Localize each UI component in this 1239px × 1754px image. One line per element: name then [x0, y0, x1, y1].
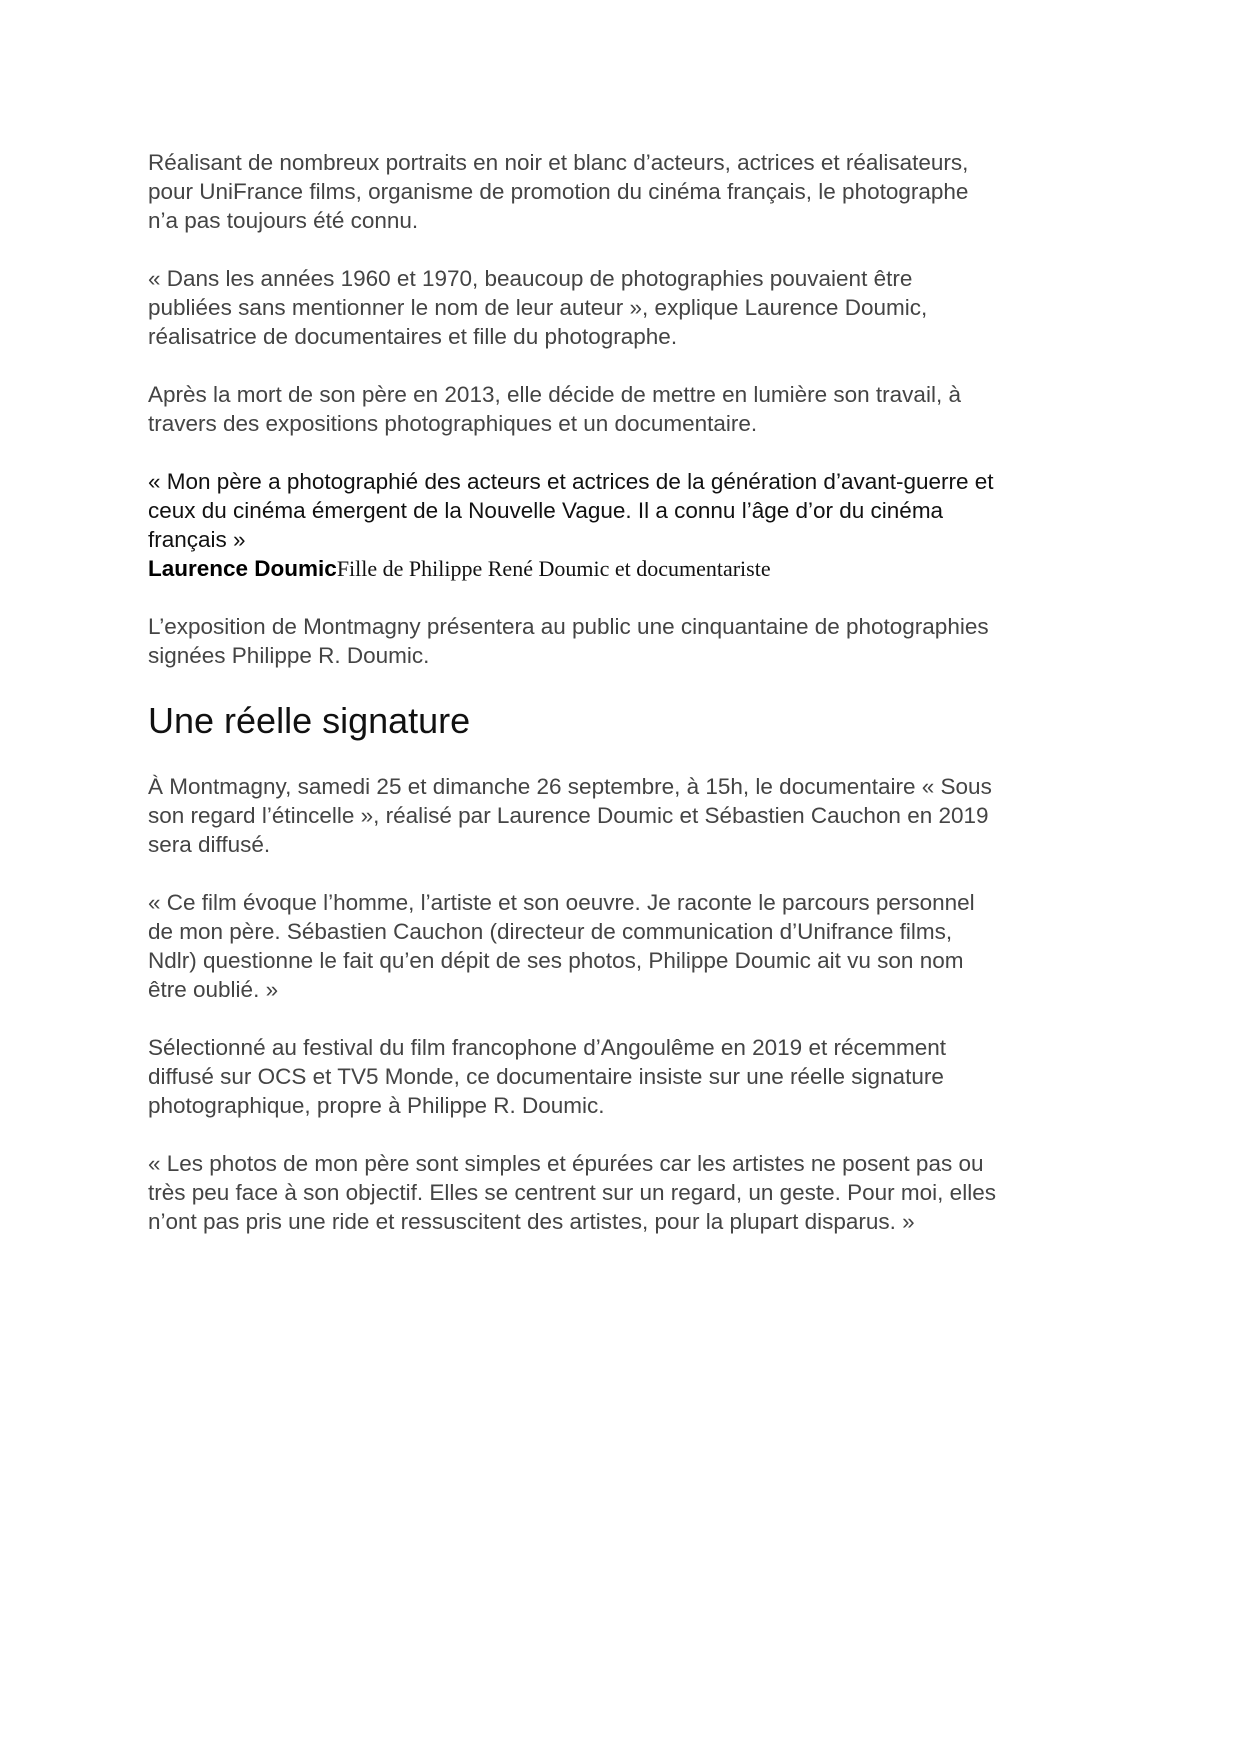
paragraph-quote-1960s: « Dans les années 1960 et 1970, beaucoup de photographies pouvaient être publiées sans mentionner le nom de leur auteur », explique Laurence Doumic, réalisatrice de documentaires et fille du photographe. [148, 266, 928, 349]
pull-quote-role: Fille de Philippe René Doumic et documentariste [336, 556, 771, 581]
paragraph-exhibition: L’exposition de Montmagny présentera au public une cinquantaine de photographies signées Philippe R. Doumic. [148, 614, 989, 668]
pull-quote-text: « Mon père a photographié des acteurs et actrices de la génération d’avant-guerre et ceux du cinéma émergent de la Nouvelle Vague. Il a connu l’âge d’or du cinéma français » [148, 469, 994, 552]
paragraph-intro: Réalisant de nombreux portraits en noir et blanc d’acteurs, actrices et réalisateurs, pour UniFrance films, organisme de promotion du cinéma français, le photographe n’a pas toujours été connu. [148, 150, 969, 233]
section-heading: Une réelle signature [148, 700, 471, 741]
paragraph-festival: Sélectionné au festival du film francophone d’Angoulême en 2019 et récemment diffusé sur OCS et TV5 Monde, ce documentaire insiste sur une réelle signature photographique, propre à Philippe R. Doumic. [148, 1035, 946, 1118]
paragraph-screening: À Montmagny, samedi 25 et dimanche 26 septembre, à 15h, le documentaire « Sous son regard l’étincelle », réalisé par Laurence Doumic et Sébastien Cauchon en 2019 sera diffusé. [148, 774, 992, 857]
document-page [148, 148, 1098, 1265]
pull-quote [148, 467, 1098, 583]
paragraph-after-death: Après la mort de son père en 2013, elle décide de mettre en lumière son travail, à travers des expositions photographiques et un documentaire. [148, 382, 961, 436]
pull-quote-author: Laurence Doumic [148, 556, 337, 581]
paragraph-film-quote: « Ce film évoque l’homme, l’artiste et son oeuvre. Je raconte le parcours personnel de mon père. Sébastien Cauchon (directeur de communication d’Unifrance films, Ndlr) questionne le fait qu’en dépit de ses photos, Philippe Doumic ait vu son nom être oublié. » [148, 890, 975, 1002]
pull-quote-attribution [148, 554, 1098, 583]
paragraph-photos-quote: « Les photos de mon père sont simples et épurées car les artistes ne posent pas ou très peu face à son objectif. Elles se centrent sur un regard, un geste. Pour moi, elles n’ont pas pris une ride et ressuscitent des artistes, pour la plupart disparus. » [148, 1151, 996, 1234]
